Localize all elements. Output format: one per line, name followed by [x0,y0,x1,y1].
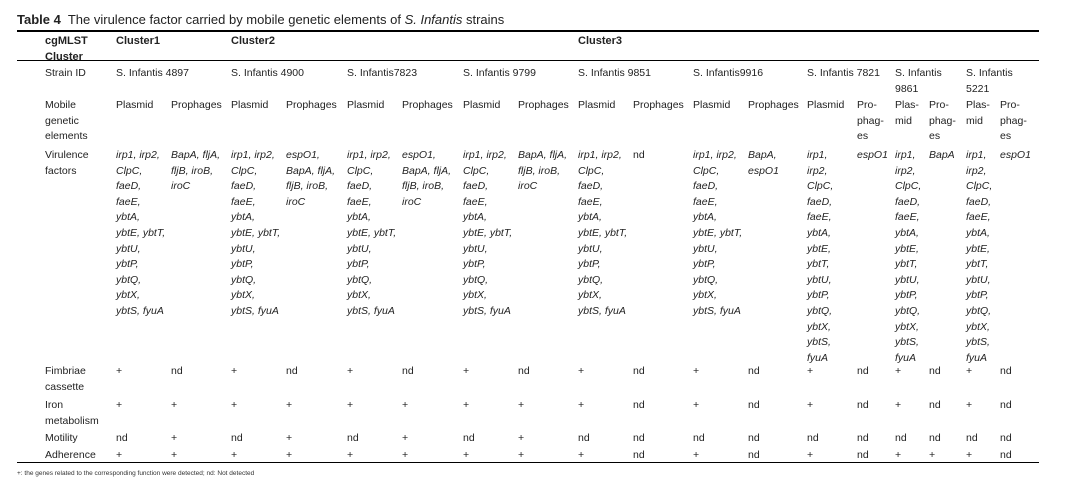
fimbriae-cell: + [966,365,973,377]
adherence-cell: + [518,449,525,461]
virulence-cell: irp1, irp2, ClpC, faeD, faeE, ybtA, ybtE, ybtT, ybtU, ybtP, ybtQ, ybtX, ybtS, fyuA [231,149,281,317]
fimbriae-cell: nd [748,365,760,377]
iron-cell: nd [857,399,869,411]
adherence-cell: + [171,449,178,461]
motility-cell: + [171,432,178,444]
adherence-cell: nd [1000,449,1012,461]
fimbriae-cell: + [116,365,123,377]
strain-id: S. Infantis 9861 [895,67,942,95]
iron-cell: + [693,399,700,411]
fimbriae-cell: + [578,365,585,377]
adherence-cell: + [578,449,585,461]
virulence-cell: BapA, espO1 [748,149,779,177]
row-label-virulence: Virulence factors [45,149,89,177]
motility-cell: nd [347,432,359,444]
mge-cell: Pro- phag- es [929,99,956,143]
adherence-cell: + [402,449,409,461]
virulence-cell: espO1, BapA, fljA, fljB, iroB, iroC [402,149,452,208]
mge-cell: Prophages [633,99,684,111]
strain-id: S. Infantis 9851 [578,67,651,79]
fimbriae-cell: nd [286,365,298,377]
motility-cell: nd [1000,432,1012,444]
iron-cell: + [807,399,814,411]
fimbriae-cell: + [693,365,700,377]
caption-text-after: strains [462,12,505,27]
adherence-cell: nd [857,449,869,461]
fimbriae-cell: + [895,365,902,377]
iron-cell: + [171,399,178,411]
mge-cell: Plasmid [463,99,501,111]
iron-cell: nd [929,399,941,411]
strain-id: S. Infantis 4900 [231,67,304,79]
mge-cell: Prophages [748,99,799,111]
virulence-cell: espO1 [1000,149,1031,161]
adherence-cell: + [116,449,123,461]
adherence-cell: + [929,449,936,461]
iron-cell: + [347,399,354,411]
mge-cell: Plasmid [347,99,385,111]
virulence-cell: irp1, irp2, ClpC, faeD, faeE, ybtA, ybtE, ybtT, ybtU, ybtP, ybtQ, ybtX, ybtS, fyuA [693,149,743,317]
iron-cell: + [402,399,409,411]
virulence-cell: irp1, irp2, ClpC, faeD, faeE, ybtA, ybtE, ybtT, ybtU, ybtP, ybtQ, ybtX, ybtS, fyuA [116,149,166,317]
iron-cell: + [578,399,585,411]
mge-cell: Plasmid [578,99,616,111]
fimbriae-cell: nd [1000,365,1012,377]
adherence-cell: + [693,449,700,461]
fimbriae-cell: nd [171,365,183,377]
virulence-cell: irp1, irp2, ClpC, faeD, faeE, ybtA, ybtE, ybtT, ybtU, ybtP, ybtQ, ybtX, ybtS, fyuA [807,149,834,364]
iron-cell: + [895,399,902,411]
header-cluster1: Cluster1 [116,35,161,47]
virulence-cell: irp1, irp2, ClpC, faeD, faeE, ybtA, ybtE, ybtT, ybtU, ybtP, ybtQ, ybtX, ybtS, fyuA [895,149,922,364]
caption-text-before: The virulence factor carried by mobile genetic elements of [67,12,405,27]
row-label-strain-id: Strain ID [45,67,86,79]
motility-cell: nd [807,432,819,444]
iron-cell: nd [1000,399,1012,411]
motility-cell: nd [929,432,941,444]
motility-cell: + [518,432,525,444]
row-label-adherence: Adherence [45,449,96,461]
table-caption [17,12,504,27]
fimbriae-cell: + [463,365,470,377]
fimbriae-cell: nd [857,365,869,377]
header-rule [17,60,1039,61]
motility-cell: nd [748,432,760,444]
virulence-cell: irp1, irp2, ClpC, faeD, faeE, ybtA, ybtE, ybtT, ybtU, ybtP, ybtQ, ybtX, ybtS, fyuA [347,149,397,317]
fimbriae-cell: nd [518,365,530,377]
motility-cell: nd [633,432,645,444]
virulence-cell: irp1, irp2, ClpC, faeD, faeE, ybtA, ybtE, ybtT, ybtU, ybtP, ybtQ, ybtX, ybtS, fyuA [966,149,993,364]
fimbriae-cell: nd [929,365,941,377]
fimbriae-cell: + [807,365,814,377]
virulence-cell: espO1, BapA, fljA, fljB, iroB, iroC [286,149,336,208]
strain-id: S. Infantis 7821 [807,67,880,79]
strain-id: S. Infantis7823 [347,67,418,79]
mge-cell: Prophages [518,99,569,111]
virulence-cell: irp1, irp2, ClpC, faeD, faeE, ybtA, ybtE, ybtT, ybtU, ybtP, ybtQ, ybtX, ybtS, fyuA [463,149,513,317]
iron-cell: + [286,399,293,411]
mge-cell: Prophages [286,99,337,111]
fimbriae-cell: nd [633,365,645,377]
top-rule [17,30,1039,32]
header-cluster2: Cluster2 [231,35,276,47]
virulence-cell: espO1 [857,149,888,161]
mge-cell: Plasmid [693,99,731,111]
iron-cell: nd [633,399,645,411]
strain-id: S. Infantis 9799 [463,67,536,79]
virulence-cell: nd [633,149,645,161]
adherence-cell: nd [633,449,645,461]
table-label: Table 4 [17,12,61,27]
virulence-cell: BapA, fljA, fljB, iroB, iroC [171,149,221,193]
row-label-iron: Iron metabolism [45,399,99,427]
mge-cell: Pro- phag- es [1000,99,1027,143]
mge-cell: Plas- mid [895,99,919,127]
iron-cell: + [116,399,123,411]
virulence-cell: irp1, irp2, ClpC, faeD, faeE, ybtA, ybtE, ybtT, ybtU, ybtP, ybtQ, ybtX, ybtS, fyuA [578,149,628,317]
caption-species: S. Infantis [404,12,463,27]
iron-cell: + [463,399,470,411]
motility-cell: + [286,432,293,444]
motility-cell: nd [895,432,907,444]
iron-cell: + [231,399,238,411]
header-cgmlst-cluster: cgMLST Cluster [45,35,88,63]
header-cluster3: Cluster3 [578,35,623,47]
mge-cell: Plasmid [231,99,269,111]
mge-cell: Plas- mid [966,99,990,127]
adherence-cell: + [966,449,973,461]
iron-cell: nd [748,399,760,411]
adherence-cell: + [286,449,293,461]
virulence-cell: BapA [929,149,955,161]
table-footnote: +: the genes related to the corresponding function were detected; nd: Not detected [17,470,255,477]
motility-cell: nd [578,432,590,444]
motility-cell: + [402,432,409,444]
motility-cell: nd [116,432,128,444]
fimbriae-cell: + [347,365,354,377]
mge-cell: Pro- phag- es [857,99,884,143]
adherence-cell: + [463,449,470,461]
adherence-cell: + [231,449,238,461]
fimbriae-cell: + [231,365,238,377]
iron-cell: + [966,399,973,411]
row-label-fimbriae: Fimbriae cassette [45,365,86,393]
mge-cell: Prophages [402,99,453,111]
motility-cell: nd [463,432,475,444]
strain-id: S. Infantis 4897 [116,67,189,79]
adherence-cell: + [807,449,814,461]
mge-cell: Plasmid [116,99,154,111]
motility-cell: nd [693,432,705,444]
row-label-mge: Mobile genetic elements [45,99,88,143]
motility-cell: nd [231,432,243,444]
motility-cell: nd [966,432,978,444]
strain-id: S. Infantis9916 [693,67,764,79]
row-label-motility: Motility [45,432,78,444]
adherence-cell: + [347,449,354,461]
adherence-cell: + [895,449,902,461]
strain-id: S. Infantis 5221 [966,67,1013,95]
mge-cell: Prophages [171,99,222,111]
fimbriae-cell: nd [402,365,414,377]
adherence-cell: nd [748,449,760,461]
mge-cell: Plasmid [807,99,845,111]
iron-cell: + [518,399,525,411]
virulence-cell: BapA, fljA, fljB, iroB, iroC [518,149,568,193]
motility-cell: nd [857,432,869,444]
